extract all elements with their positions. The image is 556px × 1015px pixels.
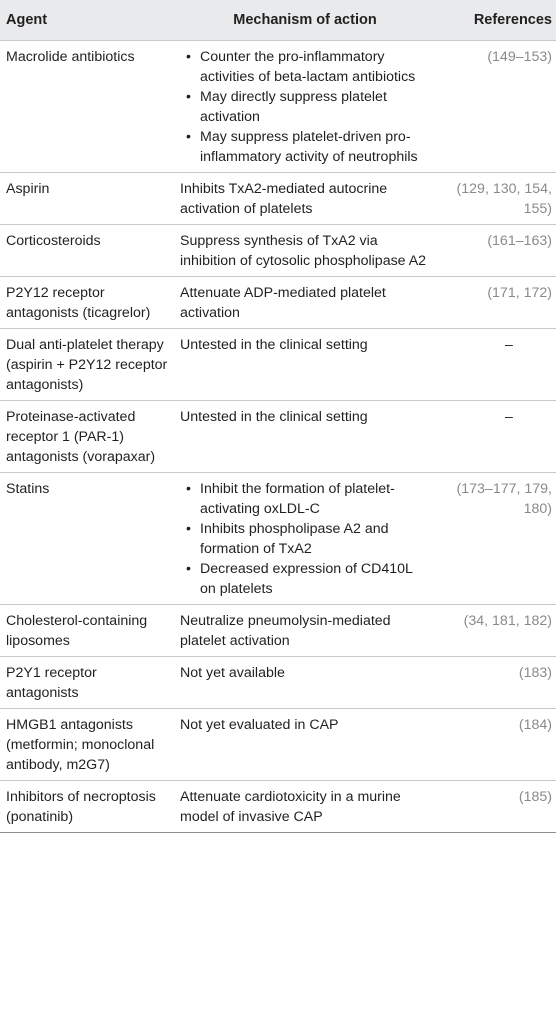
mechanism-list-item: • May directly suppress platelet activation	[180, 87, 430, 127]
reference-cell: (184)	[436, 709, 556, 781]
agent-cell: HMGB1 antagonists (metformin; monoclonal antibody, m2G7)	[0, 709, 174, 781]
table-row	[0, 781, 556, 833]
table-row	[0, 329, 556, 401]
agent-cell: Proteinase-activated receptor 1 (PAR-1) antagonists (vorapaxar)	[0, 401, 174, 473]
table-row	[0, 473, 556, 605]
agent-cell: P2Y1 receptor antagonists	[0, 657, 174, 709]
header-agent: Agent	[6, 12, 48, 28]
agent-cell: Statins	[0, 473, 174, 605]
table-row	[0, 401, 556, 473]
mechanism-cell	[174, 473, 436, 605]
mechanism-cell: Suppress synthesis of TxA2 via inhibition of cytosolic phospholipase A2	[174, 225, 436, 277]
table-row	[0, 225, 556, 277]
agent-cell: Corticosteroids	[0, 225, 174, 277]
mechanism-cell: Untested in the clinical setting	[174, 329, 436, 401]
mechanism-cell: Not yet evaluated in CAP	[174, 709, 436, 781]
header-mechanism: Mechanism of action	[233, 12, 377, 28]
header-row	[0, 0, 556, 41]
table-row	[0, 41, 556, 173]
reference-cell: (34, 181, 182)	[436, 605, 556, 657]
mechanism-list-item: • Inhibit the formation of platelet-activating oxLDL-C	[180, 479, 430, 519]
reference-cell: (173–177, 179, 180)	[436, 473, 556, 605]
agent-cell: Macrolide antibiotics	[0, 41, 174, 173]
mechanism-list-item: • Inhibits phospholipase A2 and formation of TxA2	[180, 519, 430, 559]
mechanism-cell	[174, 41, 436, 173]
reference-cell: (161–163)	[436, 225, 556, 277]
agent-cell: P2Y12 receptor antagonists (ticagrelor)	[0, 277, 174, 329]
mechanism-list-item: • Decreased expression of CD410L on platelets	[180, 559, 430, 599]
mechanism-cell: Neutralize pneumolysin-mediated platelet activation	[174, 605, 436, 657]
mechanism-cell: Attenuate cardiotoxicity in a murine model of invasive CAP	[174, 781, 436, 833]
reference-cell: (171, 172)	[436, 277, 556, 329]
reference-cell: –	[436, 329, 556, 401]
mechanism-list	[180, 47, 430, 167]
reference-cell: (183)	[436, 657, 556, 709]
table-row	[0, 605, 556, 657]
table-row	[0, 709, 556, 781]
reference-cell: (149–153)	[436, 41, 556, 173]
mechanism-cell: Inhibits TxA2-mediated autocrine activation of platelets	[174, 173, 436, 225]
reference-cell: (185)	[436, 781, 556, 833]
table-row	[0, 173, 556, 225]
mechanism-cell: Attenuate ADP-mediated platelet activation	[174, 277, 436, 329]
reference-cell: (129, 130, 154, 155)	[436, 173, 556, 225]
mechanism-list-item: • Counter the pro-inflammatory activities of beta-lactam antibiotics	[180, 47, 430, 87]
mechanism-list-item: • May suppress platelet-driven pro-inflammatory activity of neutrophils	[180, 127, 430, 167]
table-row	[0, 277, 556, 329]
agent-cell: Inhibitors of necroptosis (ponatinib)	[0, 781, 174, 833]
agent-cell: Cholesterol-containing liposomes	[0, 605, 174, 657]
agent-cell: Dual anti-platelet therapy (aspirin + P2Y12 receptor antagonists)	[0, 329, 174, 401]
mechanism-list	[180, 479, 430, 599]
header-references: References	[473, 12, 552, 28]
table-row	[0, 657, 556, 709]
table-body	[0, 41, 556, 833]
mechanism-cell: Untested in the clinical setting	[174, 401, 436, 473]
mechanism-cell: Not yet available	[174, 657, 436, 709]
reference-cell: –	[436, 401, 556, 473]
agent-cell: Aspirin	[0, 173, 174, 225]
